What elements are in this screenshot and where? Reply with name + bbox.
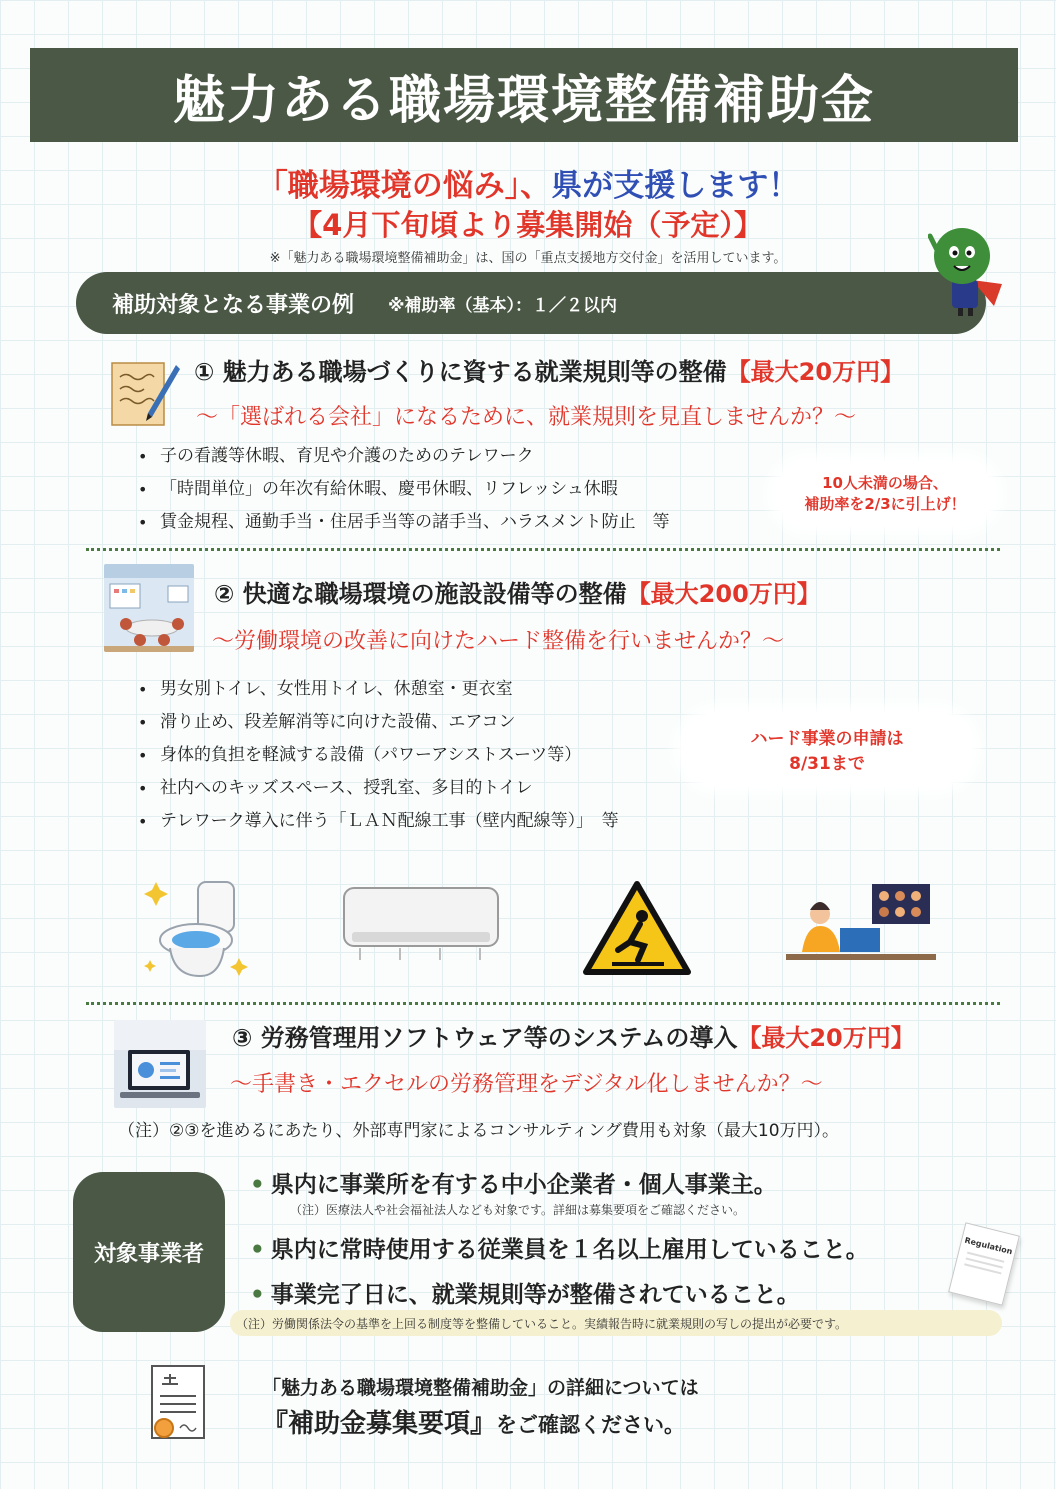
tagline <box>0 160 1056 205</box>
callout-line: ハード事業の申請は <box>750 729 904 749</box>
callout-line: 10人未満の場合、 <box>822 474 948 492</box>
criterion-note: （注）労働関係法令の基準を上回る制度等を整備していること。実績報告時に就業規則の写しの提出が必要です。 <box>236 1317 848 1331</box>
footer-line-2 <box>262 1403 685 1440</box>
criterion-2 <box>250 1231 869 1264</box>
target-label: 対象事業者 <box>93 1241 204 1267</box>
section-3-subtitle: ～手書き・エクセルの労務管理をデジタル化しませんか？～ <box>230 1072 823 1097</box>
criterion-note: （注）医療法人や社会福祉法人なども対象です。詳細は募集要項をご確認ください。 <box>290 1203 746 1217</box>
section-2-subtitle: ～労働環境の改善に向けたハード整備を行いませんか？～ <box>212 629 785 654</box>
bullet-icon: • <box>250 1282 265 1308</box>
criterion-3 <box>250 1276 800 1309</box>
section-2-title: ② 快適な職場環境の施設設備等の整備 <box>214 580 627 608</box>
air-conditioner-icon <box>340 882 502 964</box>
telework-icon <box>780 880 942 964</box>
meeting-room-icon <box>104 564 194 652</box>
list-item: • 滑り止め、段差解消等に向けた設備、エアコン <box>132 706 619 739</box>
hard-project-deadline-callout <box>682 712 972 786</box>
criterion-text: 事業完了日に、就業規則等が整備されていること。 <box>270 1282 800 1308</box>
small-business-callout <box>776 462 994 526</box>
section-3-title: ③ 労務管理用ソフトウェア等のシステムの導入 <box>232 1024 738 1052</box>
section-1-title: ① 魅力ある職場づくりに資する就業規則等の整備 <box>194 358 727 386</box>
callout-line: 補助率を2/3に引上げ！ <box>804 495 966 513</box>
footer-tail: をご確認ください。 <box>496 1413 686 1437</box>
list-item: • テレワーク導入に伴う「ＬＡＮ配線工事（壁内配線等）」 等 <box>132 805 619 838</box>
list-item: • 身体的負担を軽減する設備（パワーアシストスーツ等） <box>132 739 619 772</box>
list-item: • 男女別トイレ、女性用トイレ、休憩室・更衣室 <box>132 673 619 706</box>
section-divider <box>86 548 1000 551</box>
tagline-part2: 県が支援します！ <box>551 168 800 204</box>
criterion-text: 県内に事業所を有する中小企業者・個人事業主。 <box>270 1172 777 1198</box>
regulation-document-icon <box>948 1222 1020 1305</box>
consulting-note: （注）②③を進めるにあたり、外部専門家によるコンサルティング費用も対象（最大10万円）。 <box>118 1121 840 1141</box>
callout-line: 8/31まで <box>789 754 865 774</box>
page-title: 魅力ある職場環境整備補助金 <box>172 70 875 131</box>
section-3-max: 【最大20万円】 <box>737 1024 915 1052</box>
section-1-max: 【最大20万円】 <box>726 358 905 386</box>
criterion-text: 県内に常時使用する従業員を１名以上雇用していること。 <box>270 1237 869 1263</box>
target-label-box <box>73 1172 225 1332</box>
mascot-illustration <box>928 222 1008 318</box>
guidelines-title: 『補助金募集要項』 <box>262 1409 497 1439</box>
list-item: • 賃金規程、通勤手当・住居手当等の諸手当、ハラスメント防止 等 <box>132 506 670 539</box>
section-2-max: 【最大200万円】 <box>626 580 821 608</box>
list-item: • 「時間単位」の年次有給休暇、慶弔休暇、リフレッシュ休暇 <box>132 473 670 506</box>
list-item: • 子の看護等休暇、育児や介護のためのテレワーク <box>132 440 670 473</box>
examples-header <box>76 272 986 334</box>
bullet-icon: • <box>250 1172 265 1198</box>
section-1-subtitle: ～「選ばれる会社」になるために、就業規則を見直しませんか？～ <box>196 405 857 430</box>
footer-line-1: 「魅力ある職場環境整備補助金」の詳細については <box>262 1377 699 1399</box>
section-2-list <box>132 673 619 838</box>
toilet-icon <box>144 876 262 986</box>
list-item: • 社内へのキッズスペース、授乳室、多目的トイレ <box>132 772 619 805</box>
title-banner <box>30 48 1018 142</box>
section-divider <box>86 1002 1000 1005</box>
slip-warning-icon <box>582 880 692 976</box>
regulation-label: Regulation <box>963 1235 1014 1257</box>
section-1-list <box>132 440 670 539</box>
section-3-heading <box>232 1018 915 1053</box>
criterion-1 <box>250 1166 777 1199</box>
bullet-icon: • <box>250 1237 265 1263</box>
section-1-heading <box>194 352 904 387</box>
contract-document-icon <box>146 1362 214 1448</box>
section-2-heading <box>214 574 821 609</box>
laptop-dashboard-icon <box>114 1020 206 1108</box>
subsidy-rate: ※補助率（基本）：１／２以内 <box>388 295 618 316</box>
document-pen-icon <box>108 357 182 429</box>
recruit-period: 【4月下旬頃より募集開始（予定）】 <box>293 208 763 242</box>
tagline-part1: 「職場環境の悩み」、 <box>256 168 552 204</box>
funding-note: ※「魅力ある職場環境整備補助金」は、国の「重点支援地方交付金」を活用しています。 <box>269 251 787 266</box>
examples-label: 補助対象となる事業の例 <box>112 292 355 318</box>
